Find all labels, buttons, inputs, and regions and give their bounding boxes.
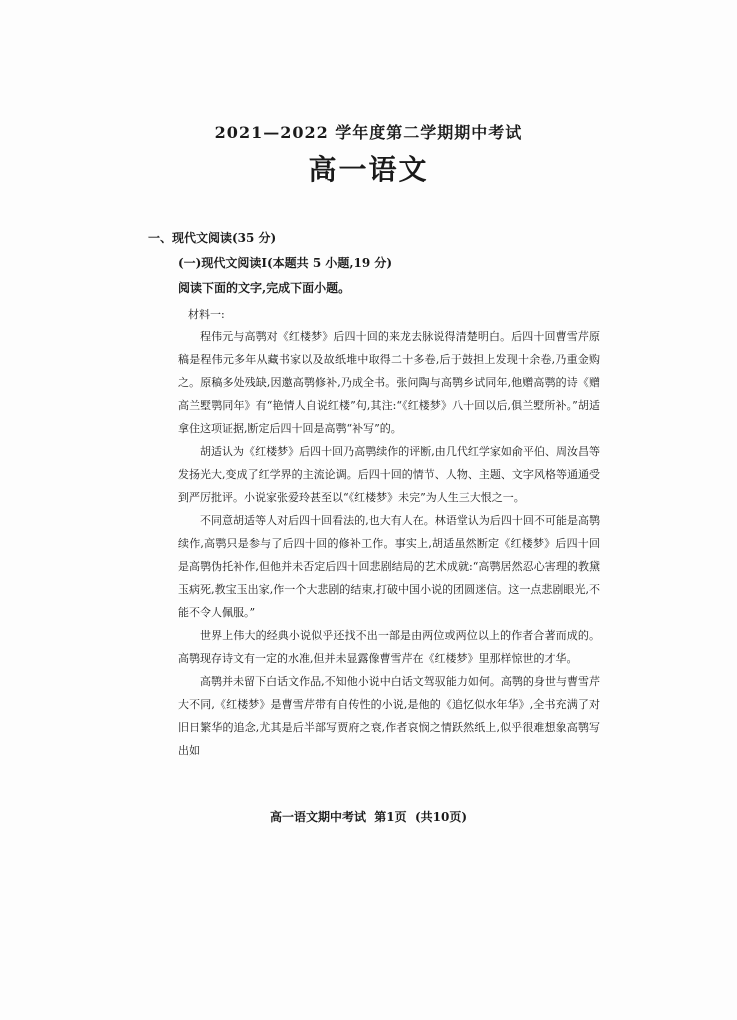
subject-title: 高一语文	[308, 153, 429, 186]
reading-instruction: 阅读下面的文字,完成下面小题。	[178, 281, 351, 295]
section-heading: 一、现代文阅读(35 分)	[148, 231, 277, 245]
paragraph: 胡适认为《红楼梦》后四十回乃高鹗续作的评断,由几代红学家如俞平伯、周汝昌等发扬光大,变成了红学界的主流论调。后四十回的情节、人物、主题、文字风格等通通受到严厉批评。小说家张爱玲甚至以“《红楼梦》未完”为人生三大恨之一。	[178, 445, 600, 504]
paragraph: 程伟元与高鹗对《红楼梦》后四十回的来龙去脉说得清楚明白。后四十回曹雪芹原稿是程伟元多年从藏书家以及故纸堆中取得二十多卷,后于鼓担上发现十余卷,乃重金购之。原稿多处残缺,因邀高鹗修补,乃成全书。张问陶与高鹗乡试同年,他赠高鹗的诗《赠高兰墅鹗同年》有“艳情人自说红楼”句,其注:“《红楼梦》八十回以后,俱兰墅所补。”胡适拿住这项证据,断定后四十回是高鹗“补写”的。	[178, 330, 600, 435]
paragraph: 不同意胡适等人对后四十回看法的,也大有人在。林语堂认为后四十回不可能是高鹗续作,高鹗只是参与了后四十回的修补工作。事实上,胡适虽然断定《红楼梦》后四十回是高鹗伪托补作,但他并未否定后四十回悲剧结局的艺术成就:“高鹗居然忍心害理的教黛玉病死,教宝玉出家,作一个大悲剧的结束,打破中国小说的团圆迷信。这一点悲剧眼光,不能不令人佩服。”	[178, 514, 600, 619]
passage-body	[178, 325, 600, 762]
exam-title: 2021—2022 学年度第二学期期中考试	[214, 123, 523, 142]
page-footer: 高一语文期中考试 第1页 (共10页)	[269, 810, 468, 824]
subsection-heading: (一)现代文阅读Ⅰ(本题共 5 小题,19 分)	[178, 256, 393, 270]
paragraph: 世界上伟大的经典小说似乎还找不出一部是由两位或两位以上的作者合著而成的。高鹗现存诗文有一定的水准,但并未显露像曹雪芹在《红楼梦》里那样惊世的才华。	[178, 629, 600, 665]
paragraph: 高鹗并未留下白话文作品,不知他小说中白话文驾驭能力如何。高鹗的身世与曹雪芹大不同,《红楼梦》是曹雪芹带有自传性的小说,是他的《追忆似水年华》,全书充满了对旧日繁华的追念,尤其是后半部写贾府之衰,作者哀悯之情跃然纸上,似乎很难想象高鹗写出如	[178, 675, 600, 757]
material-label: 材料一:	[188, 308, 225, 321]
